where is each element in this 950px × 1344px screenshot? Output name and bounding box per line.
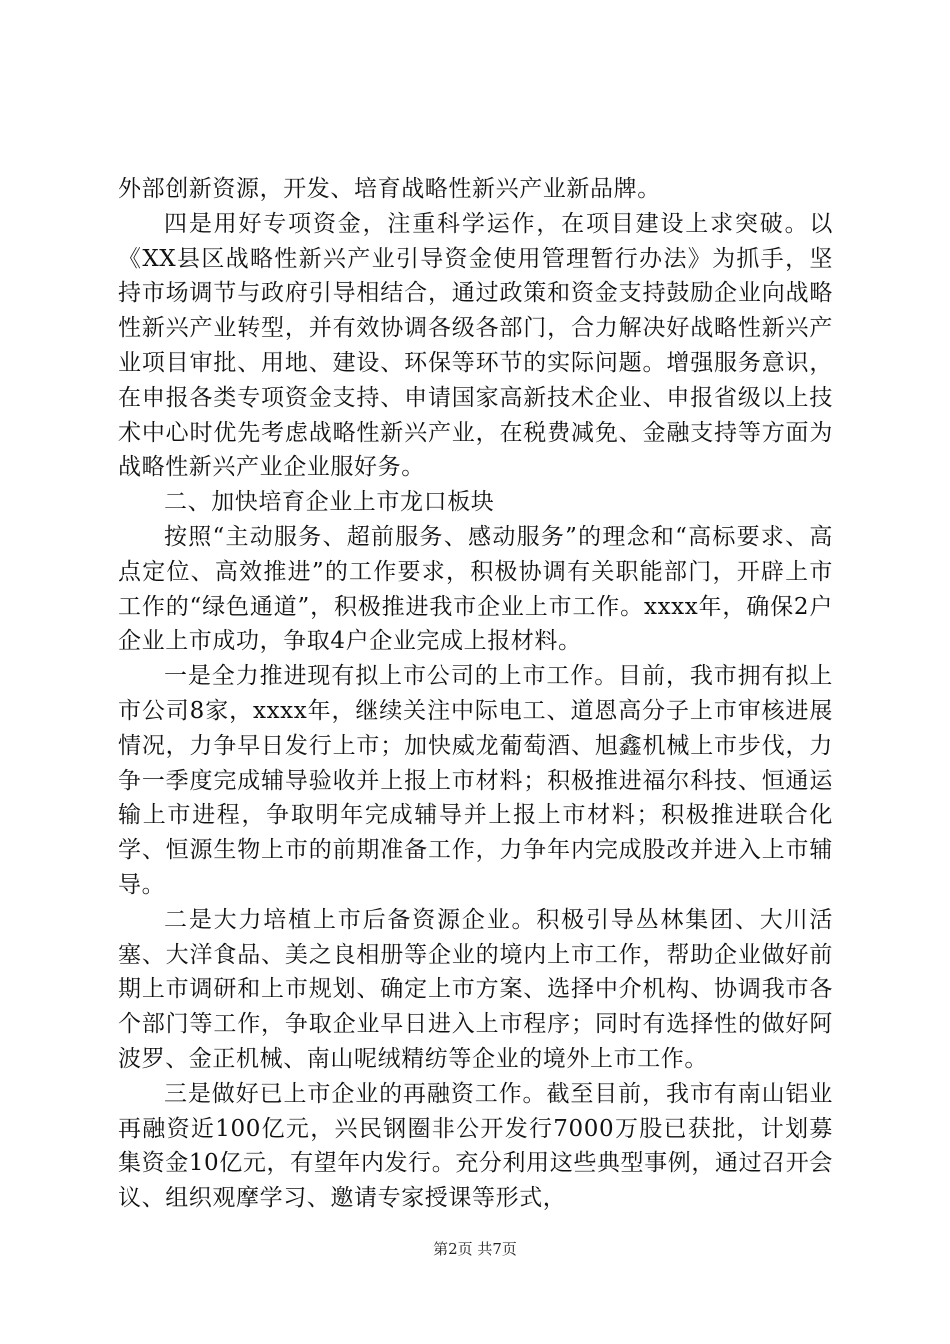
page-number-footer: 第2页 共7页 [433, 1240, 517, 1258]
paragraph: 一是全力推进现有拟上市公司的上市工作。目前，我市拥有拟上市公司8家，xxxx年，继续关注中际电工、道恩高分子上市审核进展情况，力争早日发行上市；加快威龙葡萄酒、旭鑫机械上市步伐，力争一季度完成辅导验收并上报上市材料；积极推进福尔科技、恒通运输上市进程，争取明年完成辅导并上报上市材料；积极推进联合化学、恒源生物上市的前期准备工作，力争年内完成股改并进入上市辅导。 [118, 663, 833, 898]
paragraph: 四是用好专项资金，注重科学运作，在项目建设上求突破。以《XX县区战略性新兴产业引导资金使用管理暂行办法》为抓手，坚持市场调节与政府引导相结合，通过政策和资金支持鼓励企业向战略性新兴产业转型，并有效协调各级各部门，合力解决好战略性新兴产业项目审批、用地、建设、环保等环节的实际问题。增强服务意识，在申报各类专项资金支持、申请国家高新技术企业、申报省级以上技术中心时优先考虑战略性新兴产业，在税费减免、金融支持等方面为战略性新兴产业企业服好务。 [118, 210, 833, 481]
section-heading: 二、加快培育企业上市龙口板块 [164, 489, 495, 516]
paragraph: 按照“主动服务、超前服务、感动服务”的理念和“高标要求、高点定位、高效推进”的工作要求，积极协调有关职能部门，开辟上市工作的“绿色通道”，积极推进我市企业上市工作。xxxx年，确保2户企业上市成功，争取4户企业完成上报材料。 [118, 523, 833, 655]
document-body [118, 172, 833, 1216]
paragraph: 二是大力培植上市后备资源企业。积极引导丛林集团、大川活塞、大洋食品、美之良相册等企业的境内上市工作，帮助企业做好前期上市调研和上市规划、确定上市方案、选择中介机构、协调我市各个部门等工作，争取企业早日进入上市程序；同时有选择性的做好阿波罗、金正机械、南山呢绒精纺等企业的境外上市工作。 [118, 906, 833, 1072]
paragraph: 外部创新资源，开发、培育战略性新兴产业新品牌。 [118, 176, 661, 202]
paragraph: 三是做好已上市企业的再融资工作。截至目前，我市有南山铝业再融资近100亿元，兴民钢圈非公开发行7000万股已获批，计划募集资金10亿元，有望年内发行。充分利用这些典型事例，通过召开会议、组织观摩学习、邀请专家授课等形式， [118, 1080, 833, 1212]
